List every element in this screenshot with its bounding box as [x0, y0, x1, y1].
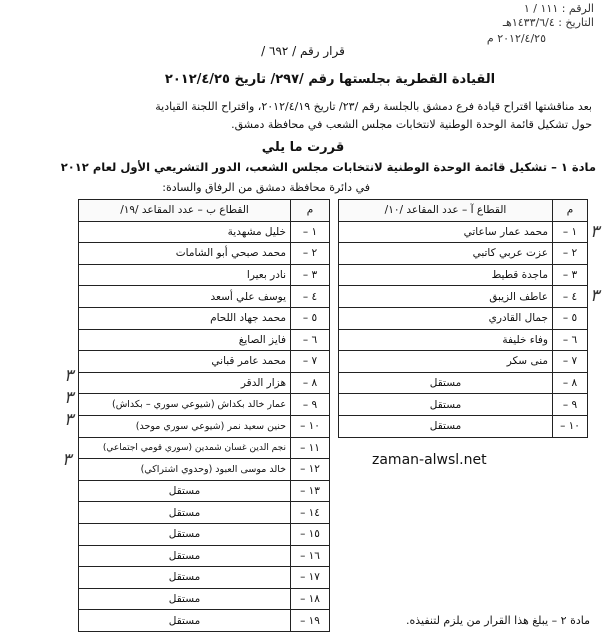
- candidate-name: محمد جهاد اللحام: [79, 307, 291, 329]
- row-number: ١١ –: [291, 437, 330, 459]
- table-row: [79, 329, 330, 351]
- row-number: ٨ –: [553, 372, 588, 394]
- table-row: [79, 394, 330, 416]
- article-1-title: مادة ١ – تشكيل قائمة الوحدة الوطنية لانتخابات مجلس الشعب، الدور التشريعي الأول لعام ٢٠١٢: [60, 160, 596, 174]
- row-number: ١٦ –: [291, 545, 330, 567]
- row-number: ١٢ –: [291, 459, 330, 481]
- candidate-name: نجم الدين غسان شمدين (سوري قومي اجتماعي): [79, 437, 291, 459]
- table-row: [339, 286, 588, 308]
- table-row: [79, 437, 330, 459]
- row-number: ٣ –: [291, 264, 330, 286]
- table-row: [79, 523, 330, 545]
- row-number: ٤ –: [553, 286, 588, 308]
- watermark: zaman-alwsl.net: [372, 452, 487, 468]
- candidate-name: مستقل: [79, 588, 291, 610]
- candidate-name: مستقل: [79, 523, 291, 545]
- sector-a-num-header: م: [553, 200, 588, 222]
- candidate-name: عاطف الزيبق: [339, 286, 553, 308]
- handwritten-mark: ٣: [64, 410, 74, 430]
- row-number: ١٩ –: [291, 610, 330, 632]
- table-row: [79, 459, 330, 481]
- row-number: ٩ –: [553, 394, 588, 416]
- row-number: ١٧ –: [291, 567, 330, 589]
- sector-a-name-header: القطاع آ – عدد المقاعد /١٠/: [339, 200, 553, 222]
- table-row: [339, 394, 588, 416]
- candidate-name: جمال القادري: [339, 307, 553, 329]
- row-number: ٥ –: [553, 307, 588, 329]
- row-number: ١ –: [291, 221, 330, 243]
- candidate-name: مستقل: [79, 545, 291, 567]
- row-number: ٢ –: [553, 243, 588, 265]
- preamble-line-2: حول تشكيل قائمة الوحدة الوطنية لانتخابات مجلس الشعب في محافظة دمشق.: [231, 118, 592, 131]
- candidate-name: يوسف علي أسعد: [79, 286, 291, 308]
- row-number: ٥ –: [291, 307, 330, 329]
- candidate-name: مستقل: [79, 610, 291, 632]
- candidate-name: مستقل: [79, 480, 291, 502]
- handwritten-mark: ٣: [64, 388, 74, 408]
- article-1-subtitle: في دائرة محافظة دمشق من الرفاق والسادة:: [162, 181, 370, 194]
- table-row: [79, 286, 330, 308]
- table-row: [339, 221, 588, 243]
- table-row: [339, 243, 588, 265]
- candidate-name: خالد موسى العبود (وحدوي اشتراكي): [79, 459, 291, 481]
- sector-b-num-header: م: [291, 200, 330, 222]
- row-number: ٩ –: [291, 394, 330, 416]
- candidate-name: مستقل: [339, 372, 553, 394]
- candidate-name: منى سكر: [339, 351, 553, 373]
- candidate-name: حنين سعيد نمر (شيوعي سوري موحد): [79, 415, 291, 437]
- row-number: ٣ –: [553, 264, 588, 286]
- row-number: ١٥ –: [291, 523, 330, 545]
- table-row: [79, 610, 330, 632]
- leadership-line: القيادة القطرية بجلستها رقم /٢٩٧/ تاريخ ٢٠١٢/٤/٢٥: [164, 72, 496, 87]
- row-number: ١ –: [553, 221, 588, 243]
- table-row: [79, 588, 330, 610]
- candidate-name: مستقل: [339, 415, 553, 437]
- candidate-name: فايز الصايغ: [79, 329, 291, 351]
- table-row: [339, 307, 588, 329]
- sector-a-table: [338, 199, 588, 438]
- candidate-name: نادر بعيرا: [79, 264, 291, 286]
- candidate-name: مستقل: [79, 567, 291, 589]
- sector-a-header-row: [339, 200, 588, 222]
- row-number: ٦ –: [291, 329, 330, 351]
- sector-b-header-row: [79, 200, 330, 222]
- row-number: ٨ –: [291, 372, 330, 394]
- candidate-name: وفاء خليفة: [339, 329, 553, 351]
- candidate-name: عمار خالد بكداش (شيوعي سوري – بكداش): [79, 394, 291, 416]
- row-number: ٤ –: [291, 286, 330, 308]
- table-row: [339, 415, 588, 437]
- sector-b-table: [78, 199, 330, 632]
- row-number: ٦ –: [553, 329, 588, 351]
- table-row: [339, 329, 588, 351]
- row-number: ١٠ –: [553, 415, 588, 437]
- table-row: [79, 545, 330, 567]
- gregorian-date: ٢٠١٢/٤/٢٥ م: [486, 32, 546, 45]
- table-row: [79, 243, 330, 265]
- row-number: ٧ –: [553, 351, 588, 373]
- hijri-date: التاريخ : ١٤٣٣/٦/٤هـ: [502, 16, 594, 29]
- handwritten-mark: ٣: [590, 286, 600, 306]
- decided-heading: قررت ما يلي: [261, 140, 345, 155]
- table-row: [339, 351, 588, 373]
- sector-b-name-header: القطاع ب – عدد المقاعد /١٩/: [79, 200, 291, 222]
- reference-number: الرقم : ١١١ / ١: [523, 2, 594, 15]
- article-2: مادة ٢ – يبلغ هذا القرار من يلزم لتنفيذه.: [406, 614, 590, 627]
- handwritten-mark: ٣: [590, 222, 600, 242]
- candidate-name: محمد عامر قباني: [79, 351, 291, 373]
- decision-number: قرار رقم / ٦٩٢ /: [261, 44, 345, 58]
- candidate-name: محمد صبحي أبو الشامات: [79, 243, 291, 265]
- row-number: ١٤ –: [291, 502, 330, 524]
- row-number: ٧ –: [291, 351, 330, 373]
- candidate-name: هزار الدقر: [79, 372, 291, 394]
- table-row: [79, 372, 330, 394]
- table-row: [339, 372, 588, 394]
- table-row: [79, 264, 330, 286]
- table-row: [79, 567, 330, 589]
- candidate-name: خليل مشهدية: [79, 221, 291, 243]
- candidate-name: مستقل: [79, 502, 291, 524]
- candidate-name: مستقل: [339, 394, 553, 416]
- table-row: [79, 502, 330, 524]
- table-row: [79, 221, 330, 243]
- row-number: ١٣ –: [291, 480, 330, 502]
- table-row: [79, 415, 330, 437]
- row-number: ١٨ –: [291, 588, 330, 610]
- table-row: [79, 351, 330, 373]
- table-row: [339, 264, 588, 286]
- preamble-line-1: بعد مناقشتها اقتراح قيادة فرع دمشق بالجلسة رقم /٢٣/ تاريخ ٢٠١٢/٤/١٩، واقتراح اللجنة القيادية: [155, 100, 592, 113]
- table-row: [79, 480, 330, 502]
- candidate-name: ماجدة قطيط: [339, 264, 553, 286]
- candidate-name: عزت عربي كاتبي: [339, 243, 553, 265]
- table-row: [79, 307, 330, 329]
- row-number: ١٠ –: [291, 415, 330, 437]
- candidate-name: محمد عمار ساعاتي: [339, 221, 553, 243]
- row-number: ٢ –: [291, 243, 330, 265]
- handwritten-mark: ٣: [64, 366, 74, 386]
- handwritten-mark: ٣: [62, 450, 72, 470]
